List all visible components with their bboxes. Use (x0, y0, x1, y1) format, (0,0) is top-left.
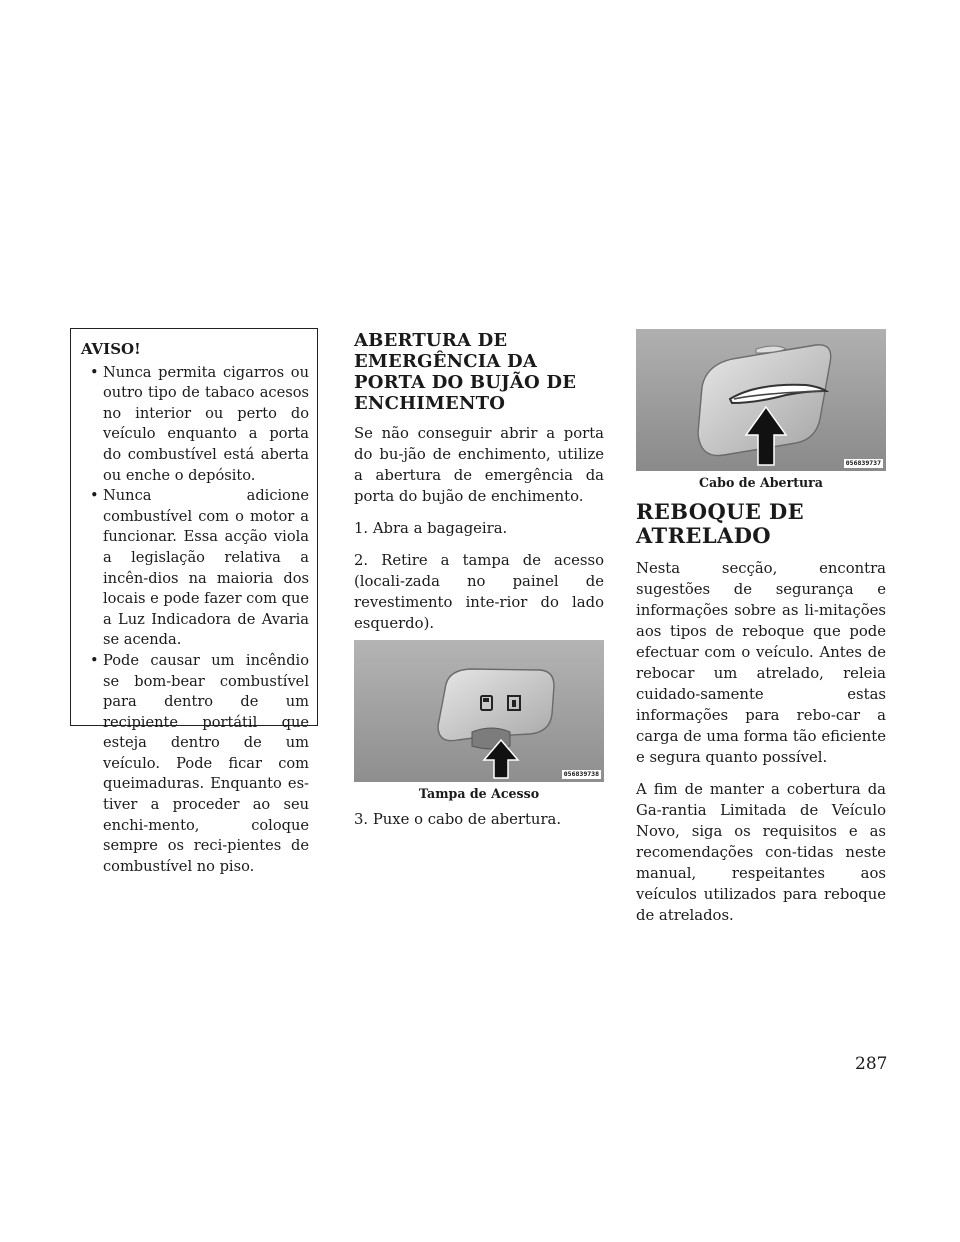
section-title: ABERTURA DE EMERGÊNCIA DA PORTA DO BUJÃO DE ENCHIMENTO (354, 330, 577, 414)
intro-paragraph: Se não conseguir abrir a porta do bu-jão de enchimento, utilize a abertura de emergência da porta do bujão de enchimento. (354, 425, 604, 505)
step-3: 3. Puxe o cabo de abertura. (354, 811, 562, 828)
bullet-icon: • (90, 487, 99, 505)
release-cable-illustration (636, 329, 886, 471)
figure-caption: Tampa de Acesso (418, 786, 540, 801)
image-id-label: 056839737 (845, 459, 881, 467)
page-number: 287 (855, 1054, 888, 1074)
figure-caption: Cabo de Abertura (699, 475, 823, 490)
step-1: 1. Abra a bagageira. (354, 520, 508, 537)
warning-item: • Nunca permita cigarros ou outro tipo de tabaco acesos no interior ou perto do veículo enquanto a porta do combustível está aberta ou enche o depósito. (90, 363, 309, 484)
step-2: 2. Retire a tampa de acesso (locali-zada no painel de revestimento inte-rior do lado esquerdo). (354, 552, 604, 632)
figure-access-cover (354, 640, 604, 801)
warning-item: • Pode causar um incêndio se bom-bear combustível para dentro de um recipiente portátil que esteja dentro de um veículo. Pode ficar com queimaduras. Enquanto es-tiver a proceder ao seu enchi-mento, coloque sempre os reci-pientes de combustível no piso. (90, 651, 309, 875)
bullet-icon: • (90, 363, 99, 381)
emergency-release-section (354, 330, 604, 841)
warning-title: AVISO! (81, 340, 141, 358)
figure-release-cable (636, 329, 886, 490)
right-column (636, 329, 886, 937)
towing-section-title: REBOQUE DE ATRELADO (636, 499, 805, 548)
image-id-label: 056839738 (563, 770, 599, 778)
access-cover-illustration (354, 640, 604, 782)
warning-item: • Nunca adicione combustível com o motor a funcionar. Essa acção viola a legislação relativa a incên-dios na maioria dos locais e pode fazer com que a Luz Indicadora de Avaria se acenda. (90, 487, 310, 649)
towing-paragraph-2: A fim de manter a cobertura da Ga-rantia Limitada de Veículo Novo, siga os requisitos e as recomendações con-tidas neste manual, respeitantes aos veículos utilizados para reboque de atrelados. (636, 781, 886, 924)
access-cover-photo (354, 640, 604, 782)
towing-paragraph-1: Nesta secção, encontra sugestões de segurança e informações sobre as li-mitações aos tipos de reboque que pode efectuar com o veículo. Antes de rebocar um atrelado, releia cuidado-samente estas informações para rebo-car a carga de uma forma tão eficiente e segura quanto possível. (636, 560, 886, 766)
release-cable-photo (636, 329, 886, 471)
warning-list (81, 363, 309, 878)
warning-box (70, 328, 318, 875)
bullet-icon: • (90, 651, 99, 669)
